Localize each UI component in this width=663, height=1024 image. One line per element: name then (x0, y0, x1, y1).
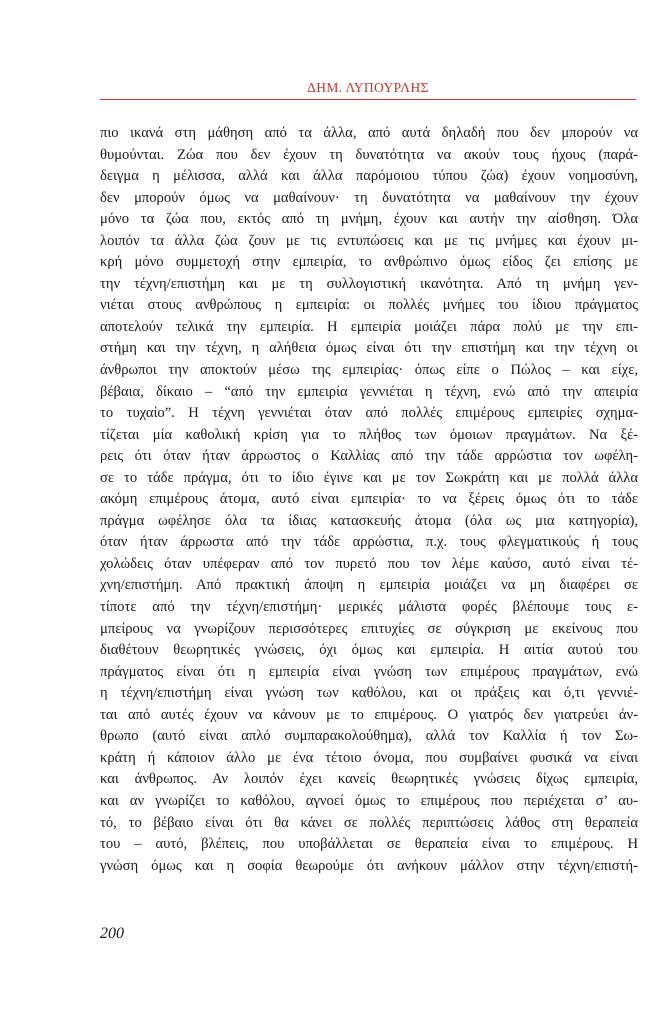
body-text (100, 123, 638, 877)
text-line: την τέχνη/επιστήμη και με τη συλλογιστική ικανότητα. Από τη μνήμη γεν- (100, 275, 638, 292)
text-line: του – αυτό, βλέπεις, που υποβάλλεται σε θεραπεία είναι το επιμέρους. Η (100, 836, 638, 853)
text-line: χνη/επιστήμη. Από πρακτική άποψη η εμπειρία μοιάζει να μη διαφέρει σε (100, 577, 638, 594)
text-line: ται από αυτές έχουν να κάνουν με το επιμέρους. Ο γιατρός δεν γιατρεύει άν- (100, 706, 638, 723)
text-line: το τυχαίο”. Η τέχνη γεννιέται όταν από πολλές επιμέρους εμπειρίες σχημα- (100, 405, 638, 422)
text-line: τίζεται μία καθολική κρίση για το πλήθος των όμοιων πραγμάτων. Να ξέ- (100, 426, 638, 443)
text-line: γνώση όμως και η σοφία θεωρούμε ότι ανήκουν μάλλον στην τέχνη/επιστή- (100, 857, 638, 874)
text-line: όταν ήταν άρρωστα από την τάδε αρρώστια, π.χ. τους φλεγματικούς ή τους (100, 534, 638, 551)
text-line: πράγματος είναι ότι η εμπειρία είναι γνώση των επιμέρους πραγμάτων, ενώ (100, 663, 638, 680)
text-line: πιο ικανά στη μάθηση από τα άλλα, από αυτά δηλαδή που δεν μπορούν να (100, 125, 638, 141)
text-line: δεν μπορούν όμως να μαθαίνουν· τη δυνατότητα να μαθαίνουν την έχουν (100, 189, 638, 206)
text-line: άνθρωποι την αποκτούν μέσω της εμπειρίας· όπως είπε ο Πώλος – και είχε, (100, 362, 638, 379)
text-line: πράγμα ωφέλησε όλα τα ίδιας κατασκευής άτομα (όλα ως μια κατηγορία), (100, 512, 638, 529)
text-line: στήμη και την τέχνη, η αλήθεια όμως είναι ότι την επιστήμη και την τέχνη οι (100, 340, 638, 357)
text-line: λοιπόν τα άλλα ζώα ζουν με τις εντυπώσεις και με τις μνήμες και έχουν μι- (100, 232, 638, 249)
text-line: η τέχνη/επιστήμη είναι γνώση των καθόλου, και οι πράξεις και ό,τι γεννιέ- (100, 685, 638, 702)
text-line: ρεις ότι όταν ήταν άρρωστος ο Καλλίας από την τάδε αρρώστια τον ωφέλη- (100, 448, 638, 465)
text-line: τίποτε από την τέχνη/επιστήμη· μερικές μάλιστα φορές βλέπουμε τους ε- (100, 599, 638, 616)
text-line: τό, το βέβαιο είναι ότι θα κάνει σε πολλές περιπτώσεις λάθος στη θεραπεία (100, 814, 638, 831)
text-line: ακόμη επιμέρους άτομα, αυτό είναι εμπειρία· το να ξέρεις όμως ότι το τάδε (100, 491, 638, 508)
running-header: ΔΗΜ. ΛΥΠΟΥΡΛΗΣ (307, 80, 429, 95)
text-line: διαθέτουν θεωρητικές γνώσεις, όχι όμως και εμπειρία. Η αιτία αυτού του (100, 642, 638, 659)
text-line: κράτη ή κάποιον άλλο με ένα τέτοιο όνομα, που συμβαίνει φυσικά να είναι (100, 749, 638, 766)
text-line: αποτελούν τελικά την εμπειρία. Η εμπειρία μοιάζει πάρα πολύ με την επι- (100, 318, 638, 335)
text-line: θυμούνται. Ζώα που δεν έχουν τη δυνατότητα να ακούν τους ήχους (παρά- (100, 146, 638, 163)
text-line: κρή μόνο συμμετοχή στην εμπειρία, το ανθρώπινο όμως είδος ζει επίσης με (100, 254, 638, 271)
text-line: μόνο τα ζώα που, εκτός από τη μνήμη, έχουν και αυτήν την αίσθηση. Όλα (100, 211, 638, 228)
text-line: θρωπο (αυτό είναι απλό συμπαρακολούθημα), αλλά τον Καλλία ή τον Σω- (100, 728, 638, 745)
text-line: χολώδεις όταν υπέφεραν από τον πυρετό που τον λέμε καύσο, αυτό είναι τέ- (100, 555, 638, 572)
text-line: και άνθρωπος. Αν λοιπόν έχει κανείς θεωρητικές γνώσεις δίχως εμπειρία, (100, 771, 638, 788)
text-line: νιέται στους ανθρώπους η εμπειρία: οι πολλές μνήμες του ίδιου πράγματος (100, 297, 638, 314)
text-line: σε το τάδε πράγμα, ότι το ίδιο έγινε και με τον Σωκράτη και με πολλά άλλα (100, 469, 638, 486)
header-rule (100, 99, 636, 100)
page-number: 200 (100, 925, 124, 942)
text-line: βέβαια, δίκαιο – “από την εμπειρία γεννιέται η τέχνη, ενώ από την απειρία (100, 383, 638, 400)
text-line: μπείρους να γνωρίζουν περισσότερες επιτυχίες σε σύγκριση με εκείνους που (100, 620, 638, 637)
text-line: και αν γνωρίζει το καθόλου, αγνοεί όμως το επιμέρους που περιέχεται σ’ αυ- (100, 792, 638, 809)
text-line: δειγμα η μέλισσα, αλλά και άλλα παρόμοιου τύπου ζώα) έχουν νοημοσύνη, (100, 168, 638, 185)
